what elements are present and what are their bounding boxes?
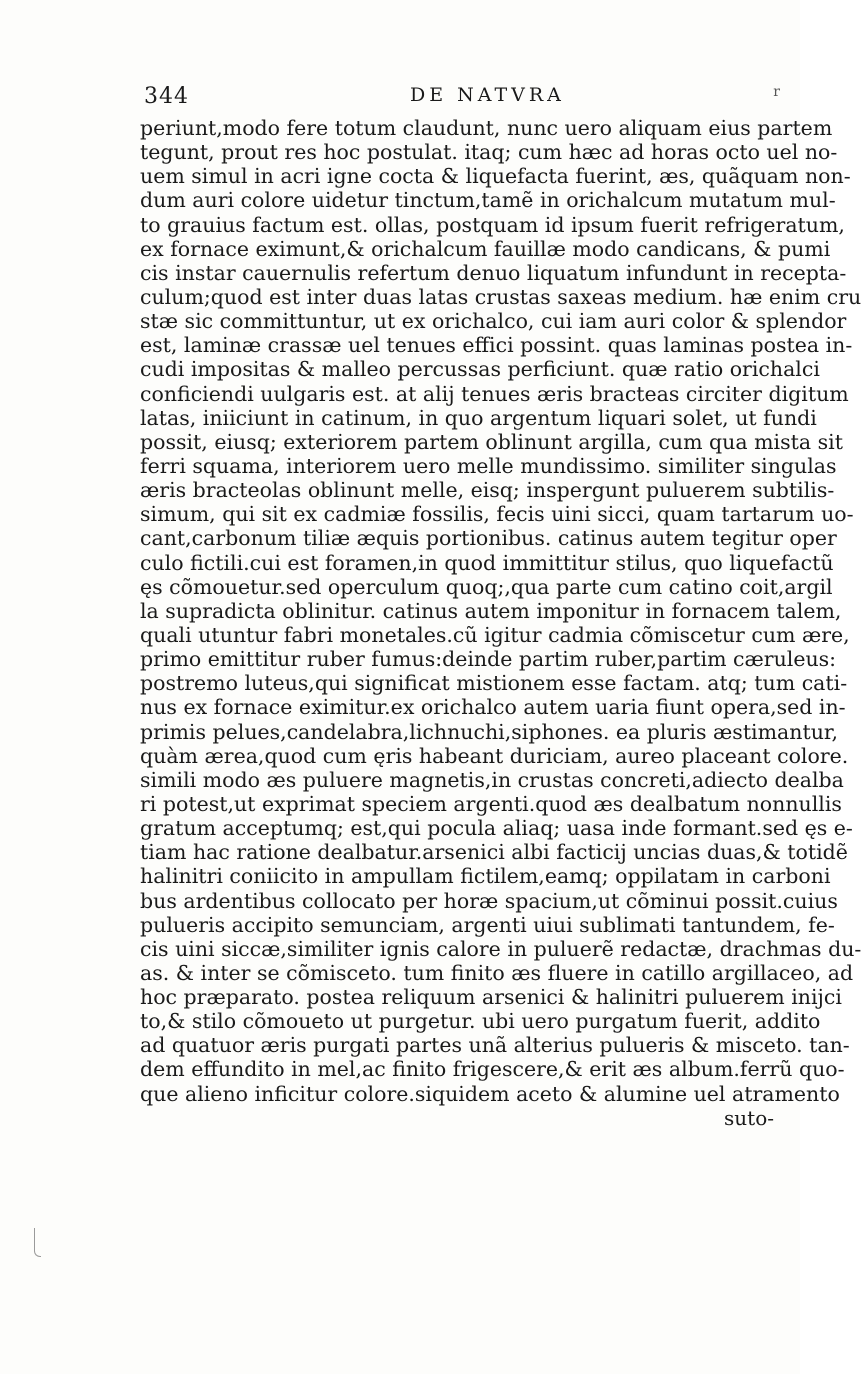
text-line: dum auri colore uidetur tinctum,tamẽ in orichalcum mutatum mul- <box>140 188 836 213</box>
text-line: to,& stilo cõmoueto ut purgetur. ubi uero purgatum fuerit, addito <box>140 1009 821 1034</box>
text-line: hoc præparato. postea reliquum arsenici & halinitri puluerem inijci <box>140 985 842 1010</box>
text-line: cant,carbonum tiliæ æquis portionibus. catinus autem tegitur oper <box>140 526 837 551</box>
text-line: ad quatuor æris purgati partes unã alterius pulueris & misceto. tan- <box>140 1033 850 1058</box>
text-line: pulueris accipito semunciam, argenti uiui sublimati tantundem, fe- <box>140 912 835 937</box>
page-number: 344 <box>144 84 189 109</box>
text-line: as. & inter se cõmisceto. tum finito æs fluere in catillo argillaceo, ad <box>140 960 854 985</box>
text-line: dem effundito in mel,ac finito frigescere,& erit æs album.ferrũ quo- <box>140 1057 845 1082</box>
text-line: periunt,modo fere totum claudunt, nunc uero aliquam eius partem <box>140 116 833 140</box>
text-line: latas, iniiciunt in catinum, in quo argentum liquari solet, ut fundi <box>140 405 817 430</box>
text-line: cudi impositas & malleo percussas perficiunt. quæ ratio orichalci <box>140 357 820 382</box>
text-line: halinitri coniicito in ampullam fictilem,eamq; oppilatam in carboni <box>140 864 831 889</box>
text-line: ri potest,ut exprimat speciem argenti.quod æs dealbatum nonnullis <box>140 791 842 816</box>
text-line: primis pelues,candelabra,lichnuchi,siphones. ea pluris æstimantur, <box>140 719 838 744</box>
text-line: to grauius factum est. ollas, postquam id ipsum fuerit refrigeratum, <box>140 212 845 237</box>
text-line: gratum acceptumq; est,qui pocula aliaq; uasa inde formant.sed ęs e- <box>140 816 853 841</box>
text-line: que alieno inficitur colore.siquidem aceto & alumine uel atramento <box>140 1081 840 1106</box>
text-line: possit, eiusq; exteriorem partem oblinunt argilla, cum qua mista sit <box>140 429 843 454</box>
text-line: culo fictili.cui est foramen,in quod immittitur stilus, quo liquefactũ <box>140 550 834 575</box>
text-line: simili modo æs puluere magnetis,in crustas concreti,adiecto dealba <box>140 767 844 792</box>
text-line: uem simul in acri igne cocta & liquefacta fuerint, æs, quãquam non- <box>140 164 851 189</box>
text-line: la supradicta oblinitur. catinus autem imponitur in fornacem talem, <box>140 598 842 623</box>
text-line: simum, qui sit ex cadmiæ fossilis, fecis uini sicci, quam tartarum uo- <box>140 502 854 527</box>
text-line: cis instar cauernulis refertum denuo liquatum infundunt in recepta- <box>140 260 847 285</box>
text-line: quali utuntur fabri monetales.cũ igitur cadmia cõmiscetur cum ære, <box>140 622 850 647</box>
text-line: postremo luteus,qui significat mistionem esse factam. atq; tum cati- <box>140 671 848 696</box>
text-line: culum;quod est inter duas latas crustas saxeas medium. hæ enim cru <box>140 284 861 309</box>
body-text <box>140 116 861 1130</box>
page-header <box>140 84 780 114</box>
text-line: æris bracteolas oblinunt melle, eisq; inspergunt puluerem subtilis- <box>140 478 835 503</box>
text-line: stæ sic committuntur, ut ex orichalco, cui iam auri color & splendor <box>140 309 847 334</box>
catchword: suto- <box>724 1105 774 1130</box>
text-line: bus ardentibus collocato per horæ spacium,ut cõminui possit.cuius <box>140 888 838 913</box>
text-line: ęs cõmouetur.sed operculum quoq;,qua parte cum catino coit,argil <box>140 574 833 599</box>
corner-mark: r <box>773 84 780 100</box>
text-line: tiam hac ratione dealbatur.arsenici albi facticij uncias duas,& totidẽ <box>140 840 848 865</box>
text-line: tegunt, prout res hoc postulat. itaq; cum hæc ad horas octo uel no- <box>140 140 838 165</box>
text-line: ex fornace eximunt,& orichalcum fauillæ modo candicans, & pumi <box>140 236 831 261</box>
text-line: nus ex fornace eximitur.ex orichalco autem uaria fiunt opera,sed in- <box>140 695 846 720</box>
text-line: primo emittitur ruber fumus:deinde partim ruber,partim cæruleus: <box>140 647 837 672</box>
running-head: DE NATVRA <box>410 84 565 106</box>
text-line: cis uini siccæ,similiter ignis calore in puluerẽ redactæ, drachmas du- <box>140 936 861 961</box>
text-line: conficiendi uulgaris est. at alij tenues æris bracteas circiter digitum <box>140 381 849 406</box>
text-line: ferri squama, interiorem uero melle mundissimo. similiter singulas <box>140 453 837 478</box>
margin-pencil-mark <box>34 1228 41 1257</box>
text-line: est, laminæ crassæ uel tenues effici possint. quas laminas postea in- <box>140 333 853 358</box>
text-line: quàm ærea,quod cum ęris habeant duriciam, aureo placeant colore. <box>140 743 849 768</box>
